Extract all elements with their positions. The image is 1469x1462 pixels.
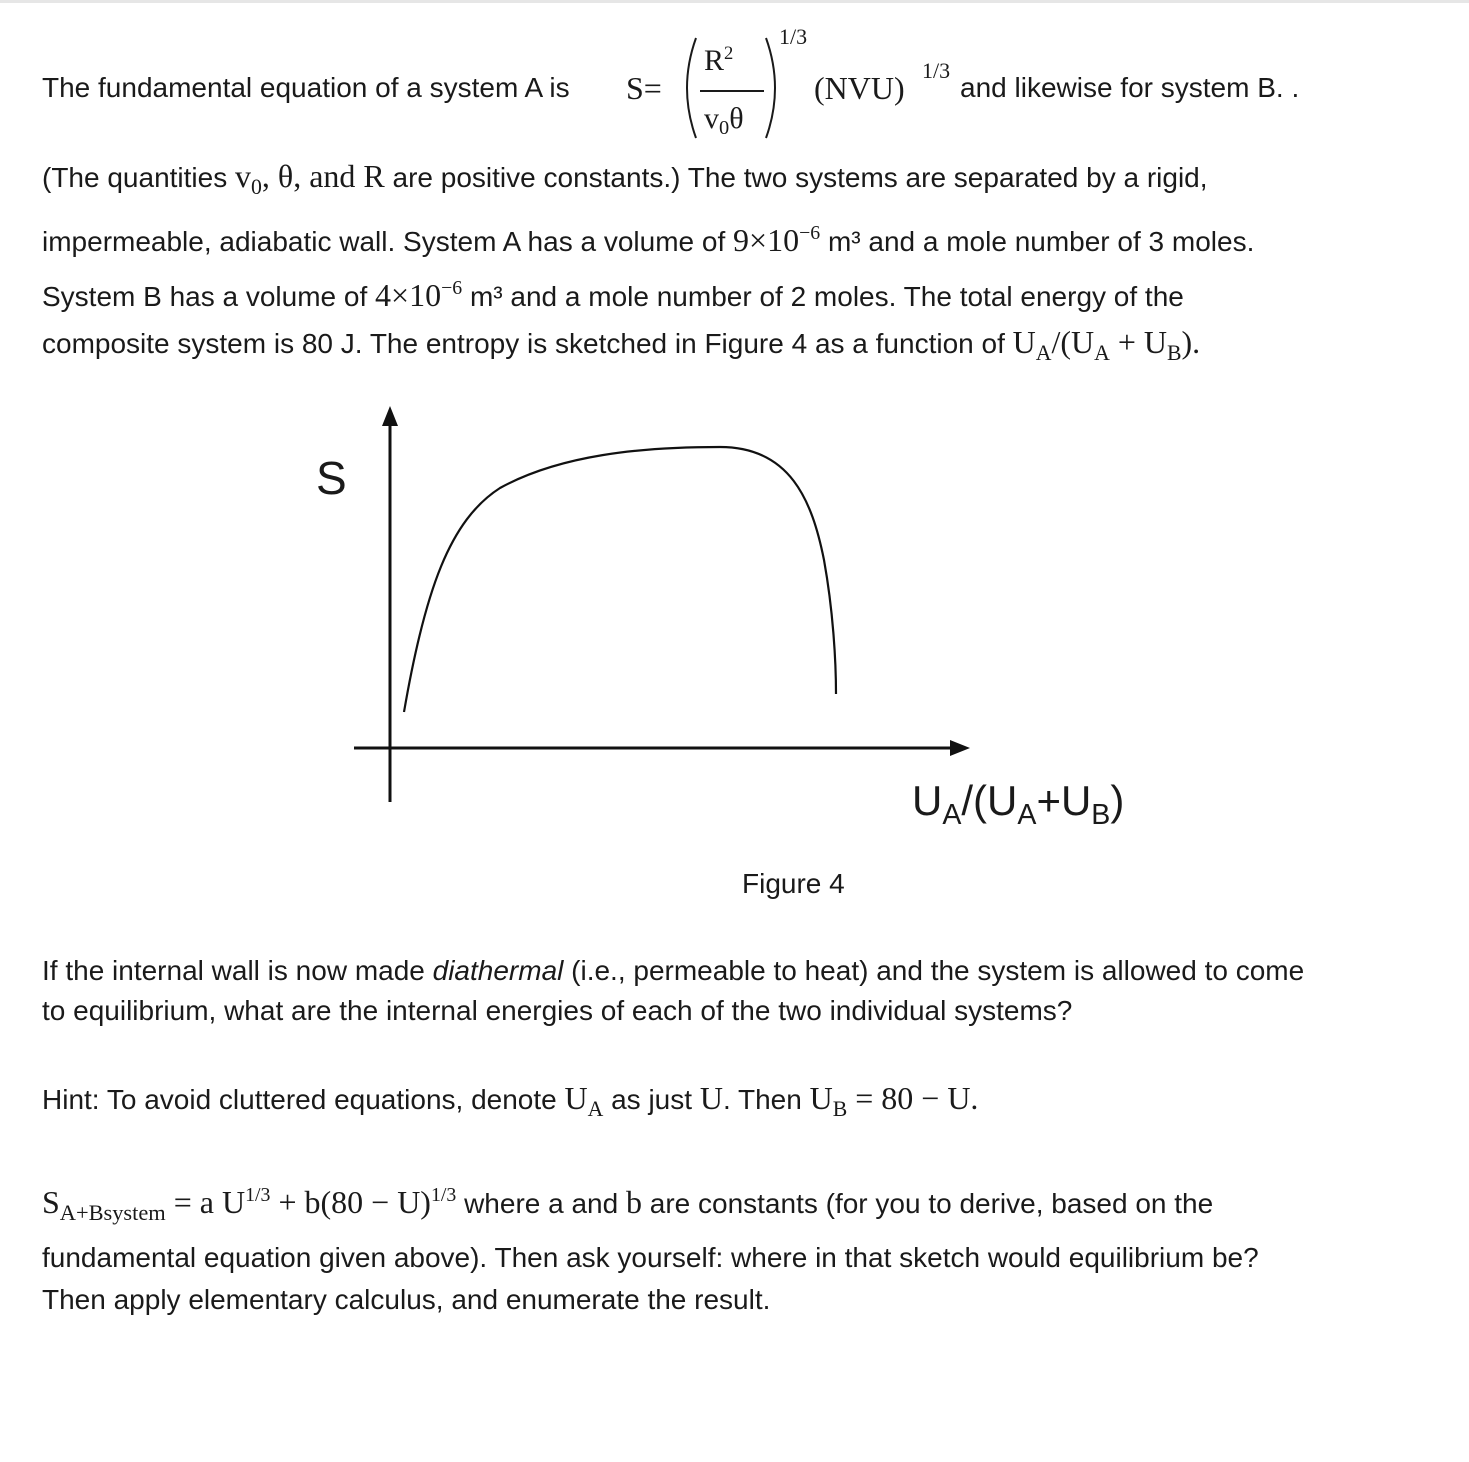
eq-numerator: $R^2$ (704, 42, 734, 77)
eq-left-paren (687, 38, 696, 138)
system-a-volume: $9\times 10^{-6}$ (733, 222, 821, 258)
y-axis-label: S (316, 452, 347, 504)
x-axis-arrow (950, 740, 970, 756)
eq-nvu: (NVU) (814, 70, 905, 106)
hint-line: Hint: To avoid cluttered equations, denote $U_A$ as just U. Then $U_B = 80 - U$. (42, 1080, 979, 1121)
figure-caption: Figure 4 (742, 868, 845, 899)
energy-line: composite system is 80 J. The entropy is sketched in Figure 4 as a function of $U_A/(U_A + U_B)$. (42, 324, 1201, 365)
eq-nvu-exponent: 1/3 (922, 58, 951, 83)
sum-entropy-equation: $S_{A+Bsystem} = a$ $U^{1/3} + b(80 - U)^{1/3}$ (42, 1184, 457, 1225)
entropy-curve (404, 447, 836, 712)
final-line-1: fundamental equation given above). Then ask yourself: where in that sketch would equilibrium be? (42, 1242, 1259, 1273)
eq-s: S= (626, 70, 662, 106)
system-b-volume: $4\times 10^{-6}$ (375, 277, 463, 313)
constants-math: $v_0$, θ, and R (235, 158, 385, 199)
x-axis-label: $U_A/(U_A+U_B)$ (912, 777, 1125, 831)
eq-right-paren (766, 38, 775, 138)
energy-fraction: $U_A/(U_A + U_B)$. (1012, 324, 1201, 365)
system-b-line: System B has a volume of $4\times 10^{-6}$ m³ and a mole number of 2 moles. The total energy of the (42, 277, 1184, 313)
eq-denominator: $v_0\theta$ (704, 102, 744, 140)
question-line-1: If the internal wall is now made diathermal (i.e., permeable to heat) and the system is allowed to come (42, 955, 1305, 986)
constants-line: (The quantities $v_0$, θ, and R are positive constants.) The two systems are separated by a rigid, (42, 158, 1208, 199)
final-line-2: Then apply elementary calculus, and enumerate the result. (42, 1284, 771, 1315)
eq-outer-exponent: 1/3 (779, 24, 808, 49)
sum-entropy-line: $S_{A+Bsystem} = a$ $U^{1/3} + b(80 - U)^{1/3}$ where a and b are constants (for you to derive, based on the (42, 1184, 1214, 1225)
system-a-line: impermeable, adiabatic wall. System A has a volume of $9\times 10^{-6}$ m³ and a mole number of 3 moles. (42, 222, 1255, 258)
intro-suffix: and likewise for system B. . (960, 72, 1300, 103)
question-line-2: to equilibrium, what are the internal energies of each of the two individual systems? (42, 995, 1073, 1026)
y-axis-arrow (382, 406, 398, 426)
intro-prefix: The fundamental equation of a system A is (42, 72, 570, 103)
